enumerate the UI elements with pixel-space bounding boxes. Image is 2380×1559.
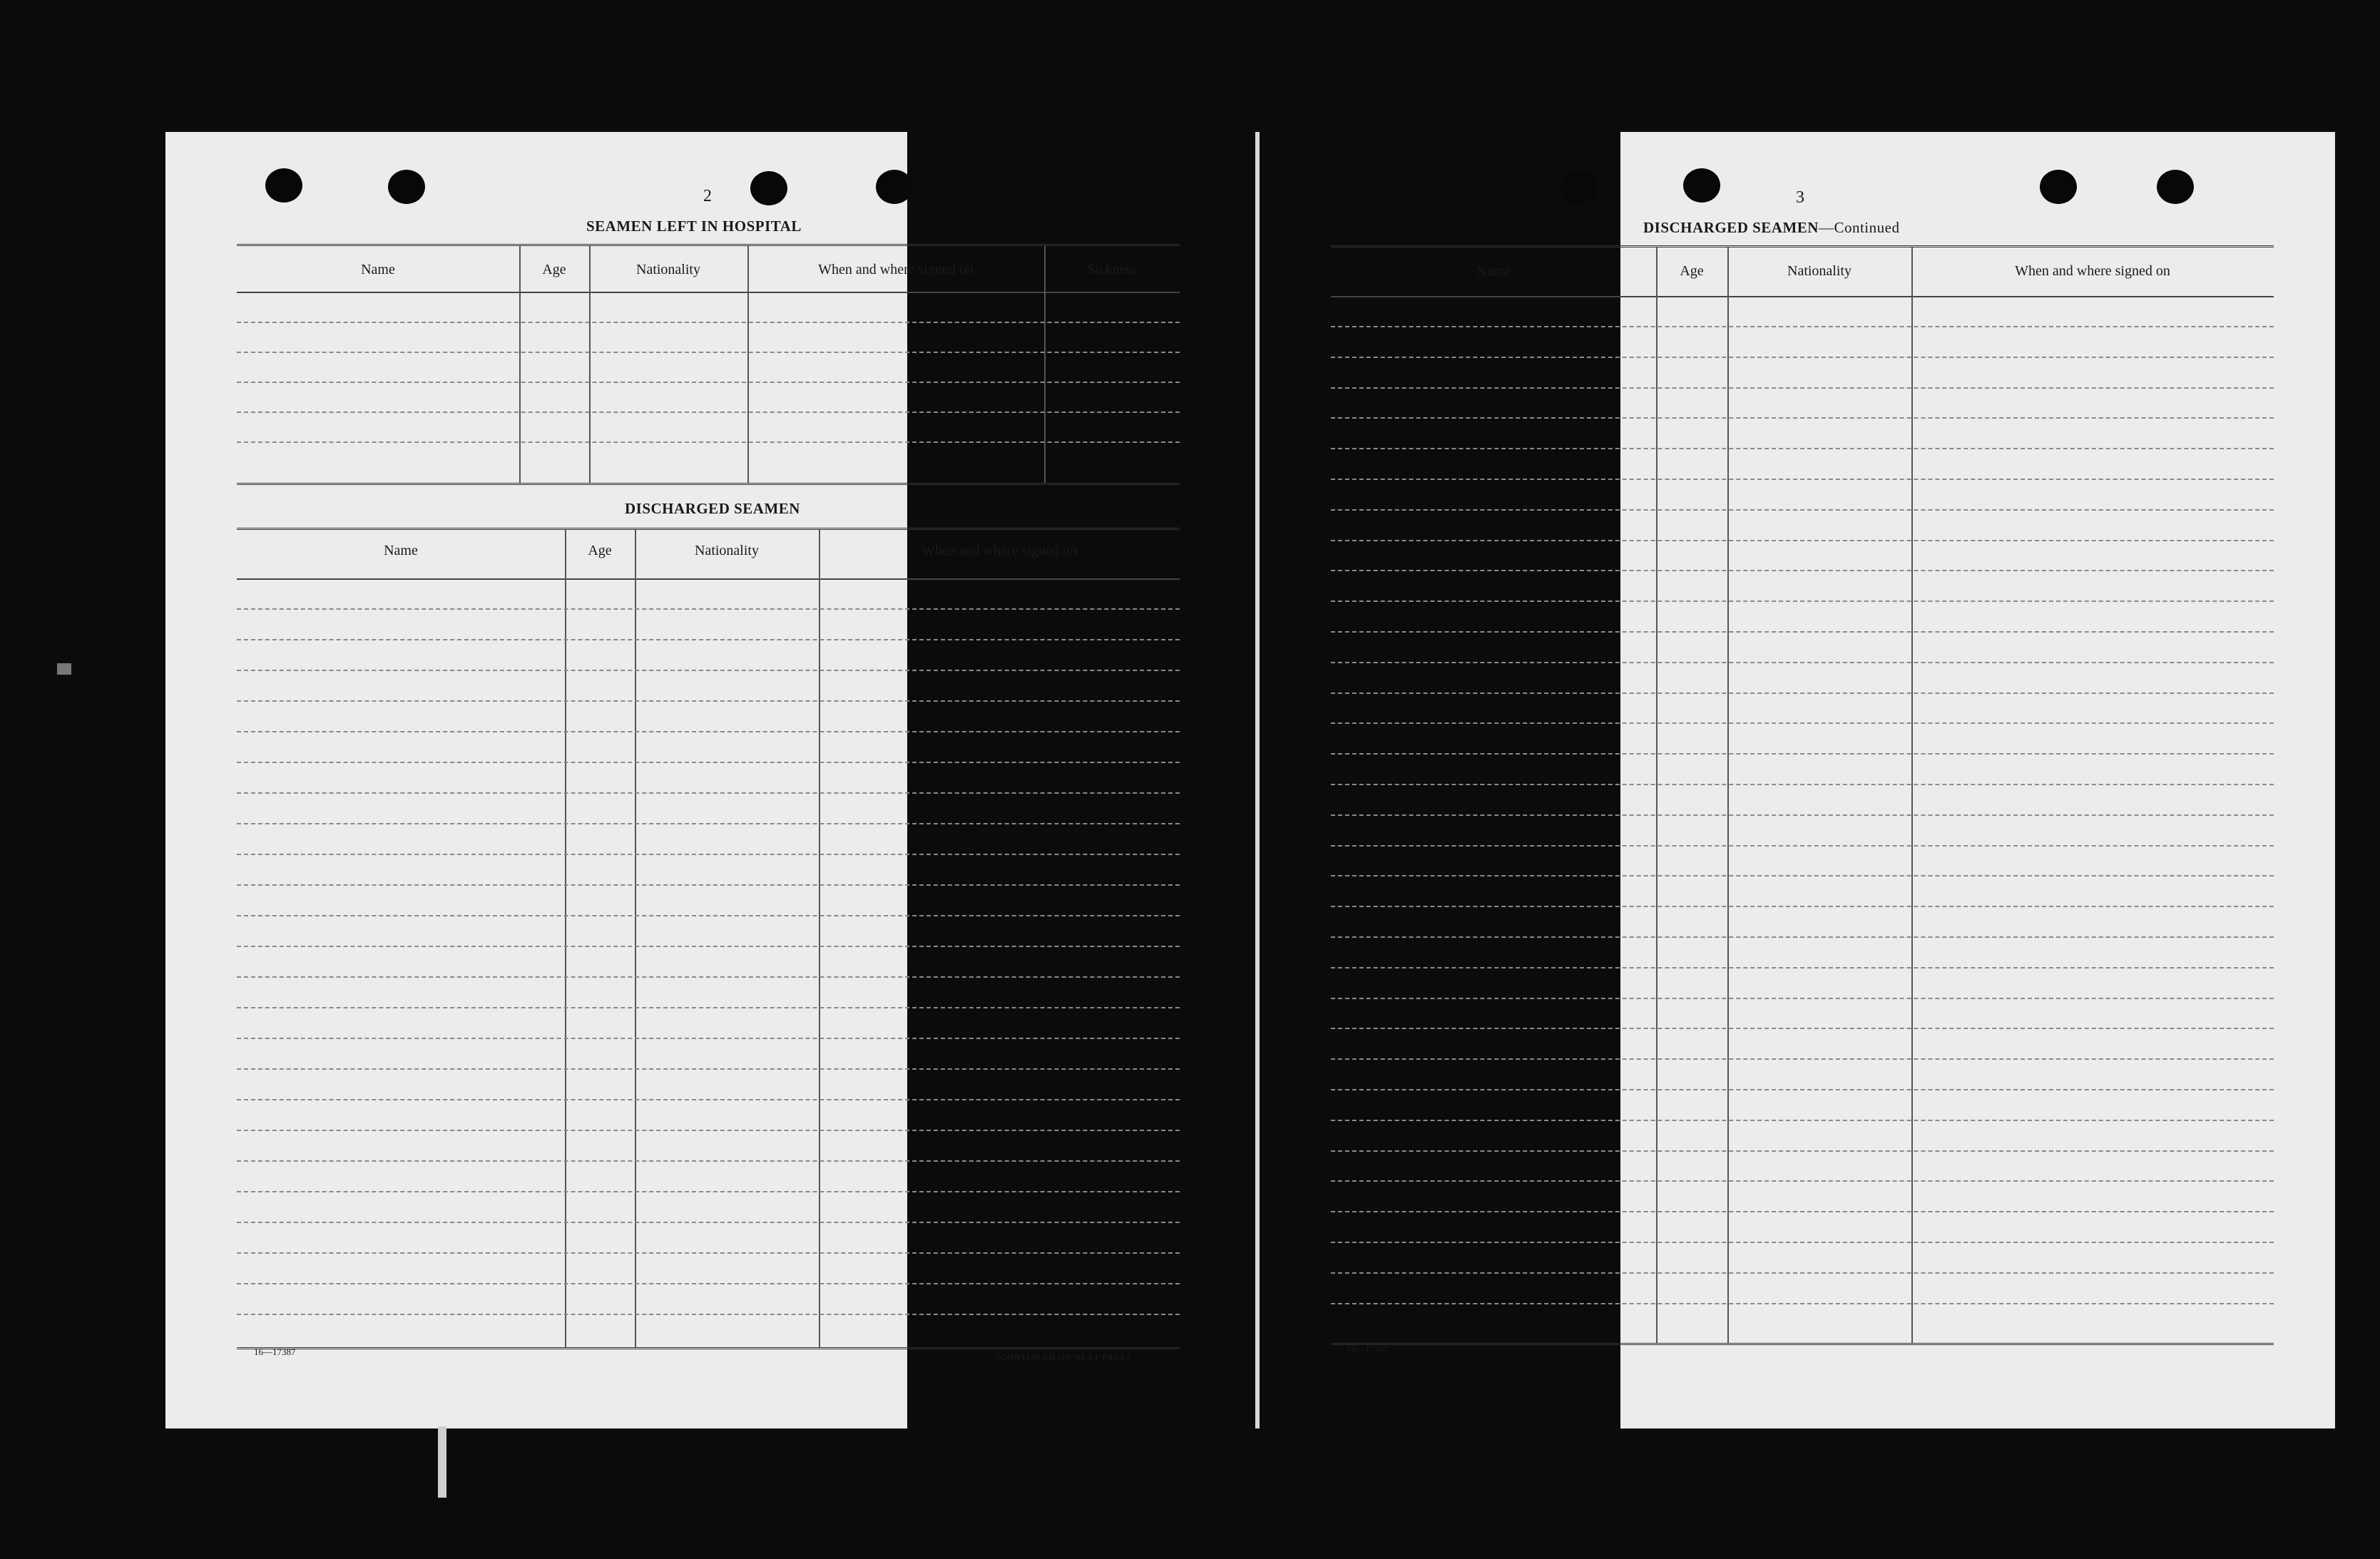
row-rule: [237, 884, 1180, 886]
row-rule: [237, 1160, 1180, 1162]
row-rule: [1331, 784, 2274, 785]
row-rule: [1331, 1211, 2274, 1212]
row-rule: [1331, 417, 2274, 419]
row-rule: [1331, 1150, 2274, 1152]
row-rule: [237, 1099, 1180, 1100]
header-rule: [237, 292, 1180, 293]
row-rule: [237, 1130, 1180, 1131]
discharged-table: [237, 528, 1180, 1349]
row-rule: [1331, 967, 2274, 968]
row-rule: [237, 792, 1180, 794]
row-rule: [1331, 448, 2274, 449]
col-header-signed-on: When and where signed on: [818, 262, 974, 277]
row-rule: [1331, 600, 2274, 602]
row-rule: [1331, 1272, 2274, 1274]
row-rule: [1331, 753, 2274, 755]
row-rule: [1331, 540, 2274, 541]
row-rule: [1331, 1303, 2274, 1304]
row-rule: [1331, 1120, 2274, 1121]
scan-artifact: [438, 1426, 446, 1498]
hospital-table: [237, 244, 1180, 485]
section-title-discharged: DISCHARGED SEAMEN: [625, 500, 800, 517]
section-title-suffix: —Continued: [1818, 219, 1900, 236]
row-rule: [1331, 509, 2274, 511]
row-rule: [237, 976, 1180, 978]
row-rule: [1331, 722, 2274, 724]
col-header-nationality: Nationality: [695, 543, 759, 558]
header-rule: [237, 578, 1180, 580]
col-header-age: Age: [542, 262, 566, 277]
column-rule: [565, 530, 566, 1347]
col-header-nationality: Nationality: [1787, 263, 1852, 279]
row-rule: [237, 352, 1180, 353]
punch-hole: [1683, 168, 1720, 203]
row-rule: [1331, 631, 2274, 633]
discharged-continued-table: [1331, 245, 2274, 1345]
row-rule: [1331, 570, 2274, 571]
row-rule: [1331, 1089, 2274, 1090]
form-number: 16—17387: [1347, 1344, 1389, 1354]
column-rule: [819, 530, 820, 1347]
col-header-age: Age: [588, 543, 612, 558]
column-rule: [1727, 247, 1729, 1343]
page-number: 3: [1796, 188, 1804, 207]
section-title-text: DISCHARGED SEAMEN: [1643, 219, 1819, 236]
punch-hole: [2040, 170, 2077, 204]
row-rule: [237, 670, 1180, 671]
row-rule: [237, 1314, 1180, 1315]
row-rule: [1331, 845, 2274, 847]
col-header-name: Name: [384, 543, 418, 558]
col-header-name: Name: [361, 262, 395, 277]
header-rule: [1331, 296, 2274, 297]
col-header-nationality: Nationality: [636, 262, 700, 277]
row-rule: [1331, 814, 2274, 816]
row-rule: [237, 700, 1180, 702]
punch-hole: [1561, 170, 1598, 204]
row-rule: [1331, 875, 2274, 876]
row-rule: [1331, 662, 2274, 663]
row-rule: [237, 1252, 1180, 1254]
col-header-signed-on: When and where signed on: [921, 543, 1077, 558]
col-header-sickness: Sickness: [1087, 262, 1137, 277]
col-header-name: Name: [1476, 263, 1511, 279]
scan-artifact: [57, 663, 71, 675]
row-rule: [237, 441, 1180, 443]
row-rule: [237, 1222, 1180, 1223]
column-rule: [589, 246, 591, 483]
row-rule: [237, 1068, 1180, 1070]
row-rule: [1331, 1242, 2274, 1243]
row-rule: [237, 915, 1180, 916]
row-rule: [1331, 357, 2274, 358]
row-rule: [237, 639, 1180, 640]
punch-hole: [265, 168, 302, 203]
row-rule: [1331, 906, 2274, 907]
form-number: 16—17387: [254, 1346, 296, 1357]
continued-note: [CONTINUED ON NEXT PAGE]: [997, 1352, 1130, 1362]
column-rule: [1911, 247, 1913, 1343]
row-rule: [1331, 479, 2274, 480]
page-number: 2: [703, 187, 712, 205]
col-header-signed-on: When and where signed on: [2015, 263, 2170, 279]
punch-hole: [2157, 170, 2194, 204]
page-fold: [1255, 132, 1260, 1428]
column-rule: [519, 246, 521, 483]
row-rule: [237, 1007, 1180, 1008]
row-rule: [237, 1283, 1180, 1284]
row-rule: [237, 854, 1180, 855]
row-rule: [1331, 1028, 2274, 1029]
row-rule: [237, 608, 1180, 610]
row-rule: [237, 731, 1180, 732]
row-rule: [1331, 692, 2274, 694]
column-rule: [635, 530, 636, 1347]
row-rule: [237, 382, 1180, 383]
row-rule: [1331, 387, 2274, 389]
punch-hole: [388, 170, 425, 204]
row-rule: [1331, 1058, 2274, 1060]
row-rule: [1331, 1180, 2274, 1182]
punch-hole: [876, 170, 913, 204]
row-rule: [237, 322, 1180, 323]
row-rule: [237, 1191, 1180, 1192]
section-title-hospital: SEAMEN LEFT IN HOSPITAL: [586, 218, 802, 235]
row-rule: [1331, 936, 2274, 938]
column-rule: [1044, 246, 1046, 483]
punch-hole: [750, 171, 787, 205]
col-header-age: Age: [1680, 263, 1704, 279]
column-rule: [747, 246, 749, 483]
row-rule: [237, 762, 1180, 763]
section-title-discharged-continued: [1643, 219, 1899, 237]
row-rule: [237, 1038, 1180, 1039]
row-rule: [1331, 326, 2274, 327]
row-rule: [237, 823, 1180, 824]
row-rule: [237, 412, 1180, 413]
column-rule: [1656, 247, 1658, 1343]
row-rule: [1331, 998, 2274, 999]
row-rule: [237, 946, 1180, 947]
